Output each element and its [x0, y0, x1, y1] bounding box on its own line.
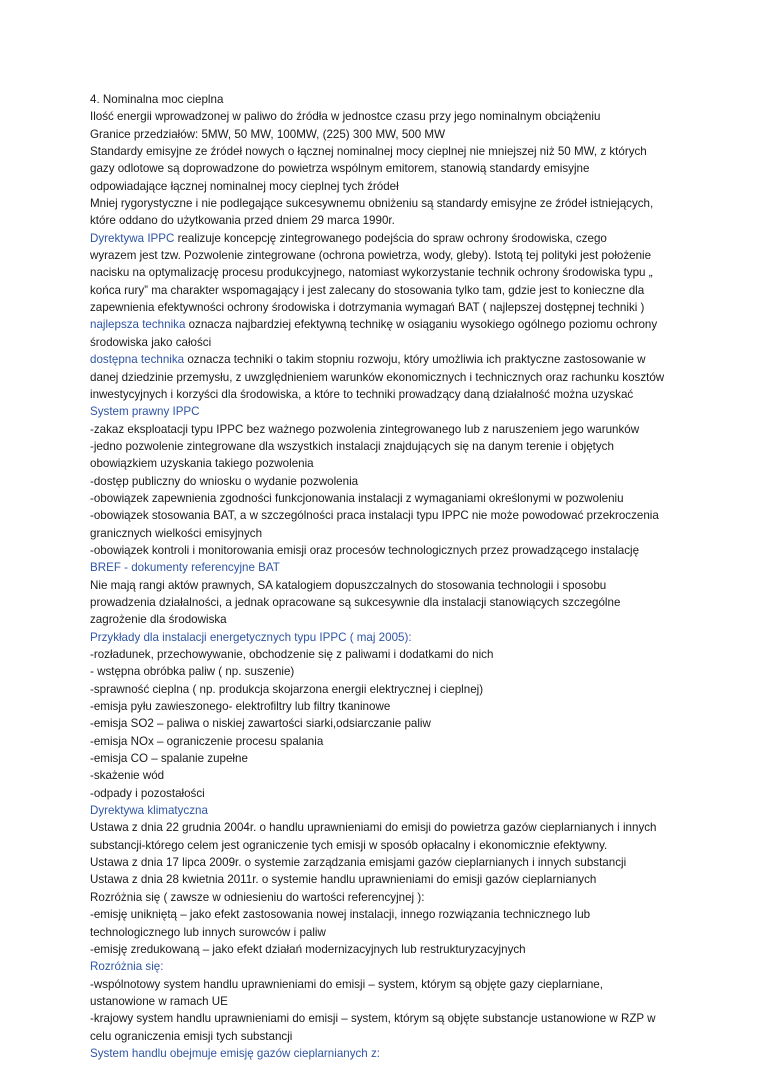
text-line [90, 854, 700, 871]
text-segment: oznacza techniki o takim stopniu rozwoju, który umożliwia ich praktyczne zastosowanie w [184, 353, 646, 367]
text-segment: -emisję zredukowaną – jako efekt działań modernizacyjnych lub restrukturyzacyjnych [90, 942, 526, 956]
text-line [90, 264, 700, 281]
text-line [90, 767, 700, 784]
text-segment: -emisja NOx – ograniczenie procesu spalania [90, 734, 324, 748]
text-line [90, 750, 700, 767]
text-line [90, 369, 700, 386]
text-line [90, 837, 700, 854]
text-segment: gazy odlotowe są doprowadzone do powietrza wspólnym emitorem, stanowią standardy emisyjne [90, 162, 590, 176]
text-segment: zagrożenie dla środowiska [90, 613, 227, 627]
text-line [90, 178, 700, 195]
text-segment: 4. Nominalna moc cieplna [90, 93, 224, 106]
text-segment: -sprawność cieplna ( np. produkcja skojarzona energii elektrycznej i cieplnej) [90, 682, 484, 696]
text-line [90, 230, 700, 247]
text-segment: Rozróżnia się ( zawsze w odniesieniu do wartości referencyjnej ): [90, 890, 425, 904]
text-segment: Standardy emisyjne ze źródeł nowych o łącznej nominalnej mocy cieplnej nie mniejszej niż 50 MW, z których [90, 145, 647, 159]
document-body [90, 91, 700, 1062]
text-line [90, 126, 700, 143]
text-segment: prowadzenia działalności, a jednak opracowane są sukcesywnie dla instalacji stanowiących szczególne [90, 595, 621, 609]
text-line [90, 91, 700, 108]
text-line [90, 646, 700, 663]
text-segment: celu ograniczenia emisji tych substancji [90, 1029, 293, 1043]
text-segment: -emisję unikniętą – jako efekt zastosowania nowej instalacji, innego rozwiązania technicznego lub [90, 908, 591, 922]
text-segment: Mniej rygorystyczne i nie podlegające sukcesywnemu obniżeniu są standardy emisyjne ze źródeł istniejących, [90, 197, 654, 211]
text-segment: -emisja CO – spalanie zupełne [90, 752, 248, 766]
text-line [90, 212, 700, 229]
text-segment: -rozładunek, przechowywanie, obchodzenie się z paliwami i dodatkami do nich [90, 648, 494, 661]
text-line [90, 611, 700, 628]
text-segment: -skażenie wód [90, 769, 165, 783]
text-line [90, 629, 700, 646]
text-segment: zapewnienia efektywności ochrony środowiska i dotrzymania wymagań BAT ( najlepszej dostępnej techniki ) [90, 301, 645, 315]
text-line [90, 525, 700, 542]
text-line [90, 108, 700, 125]
text-line [90, 143, 700, 160]
text-line [90, 1010, 700, 1027]
text-segment: Ustawa z dnia 17 lipca 2009r. o systemie zarządzania emisjami gazów cieplarnianych i innych substancji [90, 856, 627, 870]
text-segment: obowiązkiem uzyskania takiego pozwolenia [90, 457, 314, 471]
text-line [90, 976, 700, 993]
text-segment: granicznych wielkości emisyjnych [90, 526, 263, 540]
text-segment: -dostęp publiczny do wniosku o wydanie pozwolenia [90, 474, 359, 488]
text-segment: -obowiązek stosowania BAT, a w szczególności praca instalacji typu IPPC nie może powodować przekroczenia [90, 509, 659, 523]
text-segment: inwestycyjnych i korzyści dla środowiska, a które to techniki prowadzący daną działalność można uzyskać [90, 387, 634, 401]
text-line [90, 785, 700, 802]
text-line [90, 594, 700, 611]
text-segment: -zakaz eksploatacji typu IPPC bez ważnego pozwolenia zintegrowanego lub z naruszeniem jego warunków [90, 422, 640, 436]
text-segment: Ustawa z dnia 28 kwietnia 2011r. o systemie handlu uprawnieniami do emisji gazów cieplarnianych [90, 873, 597, 887]
text-segment: -emisja SO2 – paliwa o niskiej zawartości siarki,odsiarczanie paliw [90, 717, 431, 731]
text-line [90, 871, 700, 888]
highlighted-term: Przykłady dla instalacji energetycznych typu IPPC ( maj 2005): [90, 630, 412, 644]
text-line [90, 507, 700, 524]
text-segment: Ustawa z dnia 22 grudnia 2004r. o handlu uprawnieniami do emisji do powietrza gazów cieplarnianych i innych [90, 821, 657, 835]
text-segment: środowiska jako całości [90, 335, 212, 349]
text-segment: -odpady i pozostałości [90, 786, 205, 800]
text-line [90, 438, 700, 455]
text-segment: końca rury” ma charakter wspomagający i jest zalecany do stosowania tylko tam, gdzie jest to konieczne dla [90, 283, 645, 297]
text-line [90, 819, 700, 836]
text-line [90, 958, 700, 975]
text-line [90, 663, 700, 680]
text-segment: technologicznego lub innych surowców i paliw [90, 925, 326, 939]
text-line [90, 924, 700, 941]
text-segment: danej dziedzinie przemysłu, z uwzględnieniem warunków ekonomicznych i technicznych oraz rachunku kosztów [90, 370, 665, 384]
text-segment: -jedno pozwolenie zintegrowane dla wszystkich instalacji znajdujących się na danym terenie i objętych [90, 439, 614, 453]
text-line [90, 1028, 700, 1045]
highlighted-term: Dyrektywa klimatyczna [90, 804, 208, 818]
text-segment: odpowiadające łącznej nominalnej mocy cieplnej tych źródeł [90, 179, 399, 193]
highlighted-term: System handlu obejmuje emisję gazów cieplarnianych z: [90, 1046, 380, 1060]
highlighted-term: BREF - dokumenty referencyjne BAT [90, 561, 280, 575]
highlighted-term: Dyrektywa IPPC [90, 231, 175, 245]
text-line [90, 802, 700, 819]
highlighted-term: System prawny IPPC [90, 405, 200, 419]
text-segment: Granice przedziałów: 5MW, 50 MW, 100MW, (225) 300 MW, 500 MW [90, 127, 446, 141]
text-line [90, 351, 700, 368]
text-line [90, 733, 700, 750]
text-line [90, 195, 700, 212]
text-segment: oznacza najbardziej efektywną technikę w osiąganiu wysokiego ogólnego poziomu ochrony [185, 318, 658, 332]
text-line [90, 421, 700, 438]
text-line [90, 681, 700, 698]
text-segment: -obowiązek kontroli i monitorowania emisji oraz procesów technologicznych przez prowadzącego instalację [90, 543, 640, 557]
text-line [90, 906, 700, 923]
text-segment: nacisku na optymalizację procesu produkcyjnego, natomiast wykorzystanie technik ochrony środowiska typu „ [90, 266, 653, 280]
text-line [90, 490, 700, 507]
text-segment: które oddano do użytkowania przed dniem 29 marca 1990r. [90, 214, 395, 228]
highlighted-term: najlepsza technika [90, 318, 186, 332]
text-segment: -krajowy system handlu uprawnieniami do emisji – system, którym są objęte substancje ustanowione w RZP w [90, 1012, 656, 1026]
text-line [90, 1045, 700, 1062]
text-line [90, 334, 700, 351]
text-line [90, 247, 700, 264]
text-line [90, 889, 700, 906]
text-line [90, 316, 700, 333]
text-segment: ustanowione w ramach UE [90, 994, 228, 1008]
text-segment: Ilość energii wprowadzonej w paliwo do źródła w jednostce czasu przy jego nominalnym obciążeniu [90, 110, 601, 124]
text-segment: - wstępna obróbka paliw ( np. suszenie) [90, 665, 295, 679]
text-line [90, 542, 700, 559]
text-segment: wyrazem jest tzw. Pozwolenie zintegrowane (ochrona powietrza, wody, gleby). Istotą tej polityki jest położenie [90, 249, 652, 263]
text-line [90, 455, 700, 472]
text-line [90, 282, 700, 299]
text-segment: -wspólnotowy system handlu uprawnieniami do emisji – system, którym są objęte gazy cieplarniane, [90, 977, 603, 991]
text-segment: realizuje koncepcję zintegrowanego podejścia do spraw ochrony środowiska, czego [174, 231, 607, 245]
text-line [90, 698, 700, 715]
text-line [90, 993, 700, 1010]
text-line [90, 715, 700, 732]
text-line [90, 160, 700, 177]
text-segment: -emisja pyłu zawieszonego- elektrofiltry lub filtry tkaninowe [90, 700, 391, 714]
text-segment: Nie mają rangi aktów prawnych, SA katalogiem dopuszczalnych do stosowania technologii i sposobu [90, 578, 607, 592]
text-line [90, 403, 700, 420]
text-line [90, 473, 700, 490]
text-segment: -obowiązek zapewnienia zgodności funkcjonowania instalacji z wymaganiami określonymi w pozwoleniu [90, 491, 624, 505]
text-segment: substancji-którego celem jest ograniczenie tych emisji w sposób opłacalny i ekonomicznie efektywny. [90, 838, 608, 852]
text-line [90, 577, 700, 594]
highlighted-term: Rozróżnia się: [90, 960, 164, 974]
text-line [90, 559, 700, 576]
highlighted-term: dostępna technika [90, 353, 185, 367]
text-line [90, 299, 700, 316]
text-line [90, 941, 700, 958]
text-line [90, 386, 700, 403]
